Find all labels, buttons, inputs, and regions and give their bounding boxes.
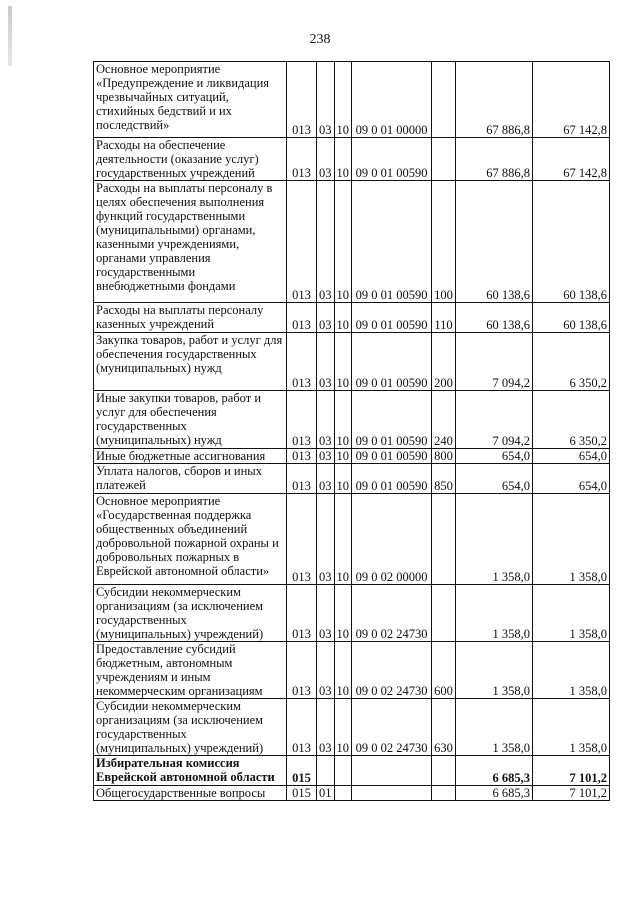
cell-grbs: 013	[287, 62, 317, 138]
cell-rz	[317, 756, 335, 786]
cell-csr	[352, 786, 432, 801]
cell-rz: 03	[317, 464, 335, 494]
cell-csr: 09 0 01 00000	[352, 62, 432, 138]
cell-sum-2: 1 358,0	[533, 585, 610, 642]
cell-pr: 10	[334, 642, 352, 699]
cell-rz: 03	[317, 303, 335, 333]
cell-csr: 09 0 02 00000	[352, 494, 432, 585]
cell-name: Уплата налогов, сборов и иных платежей	[94, 464, 287, 494]
cell-sum-1: 67 886,8	[456, 138, 533, 181]
cell-name: Избирательная комиссия Еврейской автономной области	[94, 756, 287, 786]
table-row	[94, 333, 610, 391]
cell-sum-1: 654,0	[456, 449, 533, 464]
cell-sum-2: 67 142,8	[533, 62, 610, 138]
cell-grbs: 013	[287, 333, 317, 391]
cell-pr: 10	[334, 464, 352, 494]
cell-sum-2: 654,0	[533, 464, 610, 494]
table-row	[94, 181, 610, 303]
cell-name: Иные закупки товаров, работ и услуг для обеспечения государственных (муниципальных) нужд	[94, 391, 287, 449]
table-row	[94, 62, 610, 138]
cell-rz: 03	[317, 494, 335, 585]
table-row	[94, 138, 610, 181]
cell-pr	[334, 786, 352, 801]
cell-sum-2: 654,0	[533, 449, 610, 464]
cell-rz: 03	[317, 333, 335, 391]
cell-grbs: 013	[287, 642, 317, 699]
budget-table-body	[94, 62, 610, 801]
cell-rz: 03	[317, 181, 335, 303]
table-row	[94, 786, 610, 801]
cell-csr: 09 0 01 00590	[352, 391, 432, 449]
cell-grbs: 013	[287, 138, 317, 181]
cell-name: Субсидии некоммерческим организациям (за исключением государственных (муниципальных) учреждений)	[94, 585, 287, 642]
table-row	[94, 756, 610, 786]
cell-sum-2: 1 358,0	[533, 699, 610, 756]
page-number: 238	[309, 32, 331, 47]
cell-sum-2: 1 358,0	[533, 494, 610, 585]
cell-csr: 09 0 01 00590	[352, 138, 432, 181]
cell-rz: 03	[317, 449, 335, 464]
cell-sum-1: 1 358,0	[456, 494, 533, 585]
cell-pr: 10	[334, 494, 352, 585]
cell-sum-1: 1 358,0	[456, 585, 533, 642]
cell-csr: 09 0 02 24730	[352, 585, 432, 642]
cell-pr: 10	[334, 303, 352, 333]
cell-pr: 10	[334, 181, 352, 303]
cell-vr: 100	[432, 181, 456, 303]
cell-csr: 09 0 02 24730	[352, 699, 432, 756]
table-row	[94, 464, 610, 494]
cell-vr: 800	[432, 449, 456, 464]
cell-rz: 01	[317, 786, 335, 801]
cell-sum-1: 1 358,0	[456, 699, 533, 756]
cell-sum-1: 67 886,8	[456, 62, 533, 138]
table-row	[94, 303, 610, 333]
cell-grbs: 013	[287, 449, 317, 464]
cell-vr: 600	[432, 642, 456, 699]
cell-rz: 03	[317, 391, 335, 449]
cell-vr	[432, 786, 456, 801]
cell-csr: 09 0 02 24730	[352, 642, 432, 699]
cell-name: Закупка товаров, работ и услуг для обеспечения государственных (муниципальных) нужд	[94, 333, 287, 391]
cell-csr	[352, 756, 432, 786]
cell-name: Расходы на выплаты персоналу в целях обеспечения выполнения функций государственными (муниципальными) органами, казенными учреждениями, органами управления государственными внебюджетными фондами	[94, 181, 287, 303]
cell-vr	[432, 585, 456, 642]
cell-pr: 10	[334, 62, 352, 138]
cell-rz: 03	[317, 62, 335, 138]
cell-pr	[334, 756, 352, 786]
cell-sum-1: 7 094,2	[456, 391, 533, 449]
cell-rz: 03	[317, 138, 335, 181]
cell-csr: 09 0 01 00590	[352, 181, 432, 303]
cell-sum-2: 60 138,6	[533, 181, 610, 303]
cell-sum-2: 1 358,0	[533, 642, 610, 699]
cell-rz: 03	[317, 699, 335, 756]
cell-sum-2: 60 138,6	[533, 303, 610, 333]
table-row	[94, 585, 610, 642]
cell-grbs: 015	[287, 756, 317, 786]
cell-sum-2: 6 350,2	[533, 333, 610, 391]
cell-pr: 10	[334, 333, 352, 391]
table-row	[94, 449, 610, 464]
cell-vr: 200	[432, 333, 456, 391]
cell-sum-2: 7 101,2	[533, 786, 610, 801]
cell-vr	[432, 494, 456, 585]
table-row	[94, 642, 610, 699]
cell-grbs: 013	[287, 181, 317, 303]
cell-vr: 110	[432, 303, 456, 333]
cell-sum-2: 67 142,8	[533, 138, 610, 181]
cell-name: Предоставление субсидий бюджетным, автономным учреждениям и иным некоммерческим организациям	[94, 642, 287, 699]
table-row	[94, 494, 610, 585]
cell-csr: 09 0 01 00590	[352, 464, 432, 494]
cell-sum-1: 60 138,6	[456, 181, 533, 303]
cell-pr: 10	[334, 138, 352, 181]
cell-grbs: 015	[287, 786, 317, 801]
cell-grbs: 013	[287, 464, 317, 494]
cell-vr: 630	[432, 699, 456, 756]
cell-sum-1: 654,0	[456, 464, 533, 494]
cell-sum-1: 1 358,0	[456, 642, 533, 699]
cell-name: Субсидии некоммерческим организациям (за исключением государственных (муниципальных) учреждений)	[94, 699, 287, 756]
cell-pr: 10	[334, 391, 352, 449]
cell-rz: 03	[317, 585, 335, 642]
cell-grbs: 013	[287, 303, 317, 333]
cell-sum-2: 6 350,2	[533, 391, 610, 449]
cell-vr: 240	[432, 391, 456, 449]
cell-csr: 09 0 01 00590	[352, 303, 432, 333]
cell-name: Расходы на выплаты персоналу казенных учреждений	[94, 303, 287, 333]
table-row	[94, 391, 610, 449]
cell-grbs: 013	[287, 699, 317, 756]
cell-grbs: 013	[287, 391, 317, 449]
cell-sum-2: 7 101,2	[533, 756, 610, 786]
cell-pr: 10	[334, 699, 352, 756]
cell-vr	[432, 756, 456, 786]
cell-name: Основное мероприятие «Предупреждение и ликвидация чрезвычайных ситуаций, стихийных бедствий и их последствий»	[94, 62, 287, 138]
cell-sum-1: 6 685,3	[456, 786, 533, 801]
cell-name: Общегосударственные вопросы	[94, 786, 287, 801]
cell-sum-1: 7 094,2	[456, 333, 533, 391]
cell-vr: 850	[432, 464, 456, 494]
cell-name: Иные бюджетные ассигнования	[94, 449, 287, 464]
cell-vr	[432, 62, 456, 138]
cell-pr: 10	[334, 449, 352, 464]
cell-pr: 10	[334, 585, 352, 642]
cell-grbs: 013	[287, 494, 317, 585]
cell-sum-1: 60 138,6	[456, 303, 533, 333]
cell-sum-1: 6 685,3	[456, 756, 533, 786]
budget-table	[93, 61, 610, 801]
cell-csr: 09 0 01 00590	[352, 449, 432, 464]
cell-name: Расходы на обеспечение деятельности (оказание услуг) государственных учреждений	[94, 138, 287, 181]
table-row	[94, 699, 610, 756]
cell-grbs: 013	[287, 585, 317, 642]
cell-rz: 03	[317, 642, 335, 699]
cell-name: Основное мероприятие «Государственная поддержка общественных объединений добровольной пожарной охраны и добровольных пожарных в Еврейской автономной области»	[94, 494, 287, 585]
cell-vr	[432, 138, 456, 181]
cell-csr: 09 0 01 00590	[352, 333, 432, 391]
